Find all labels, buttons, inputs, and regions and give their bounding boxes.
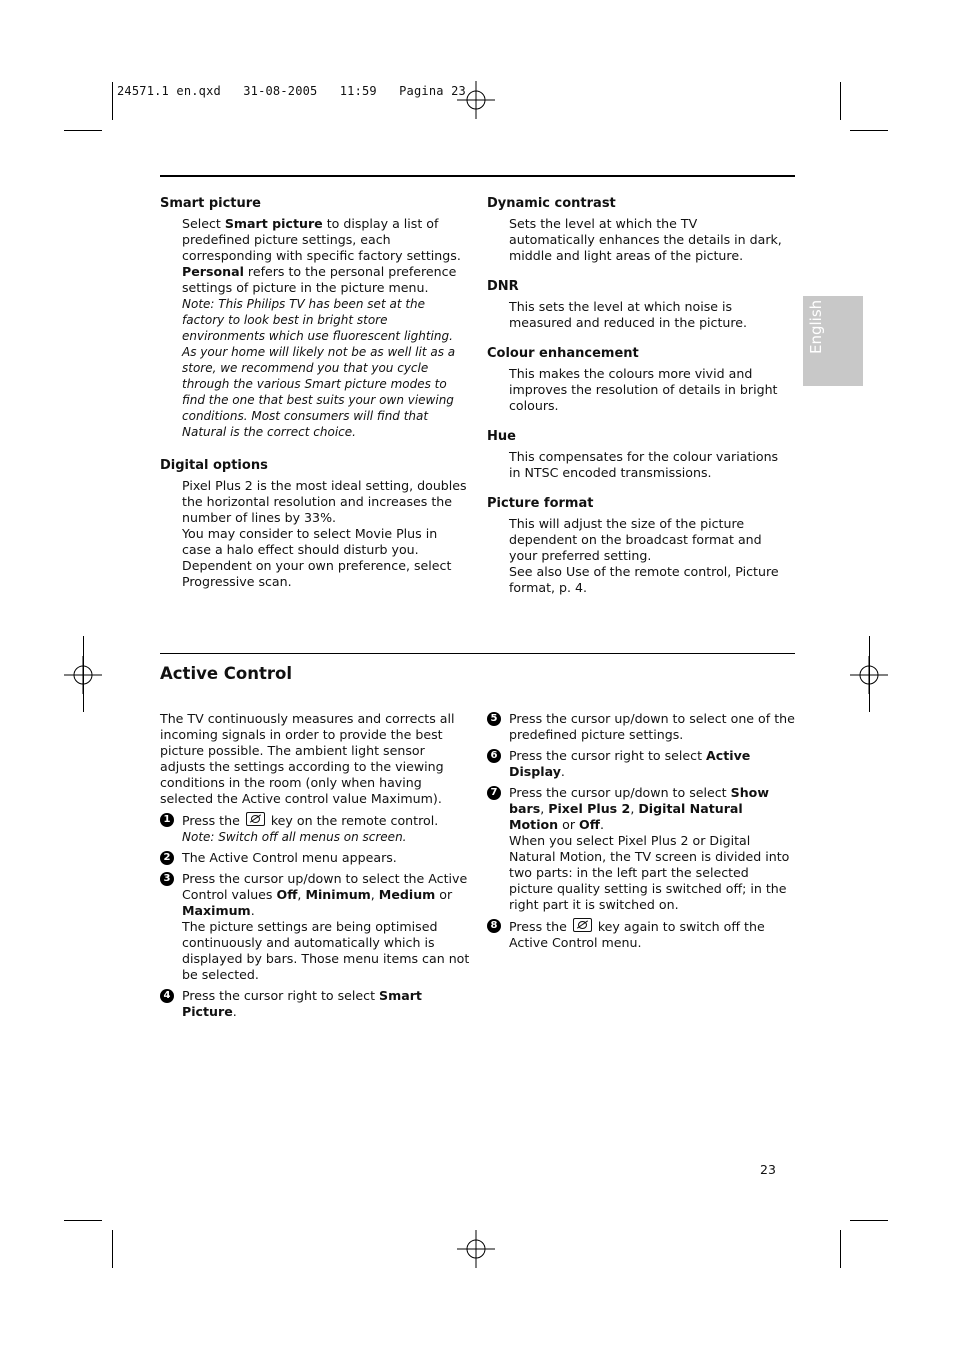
picture-format-body	[509, 516, 787, 596]
step-text: The Active Control menu appears.	[182, 850, 397, 865]
step-text: Press the cursor up/down to select one of the predefined picture settings.	[509, 711, 795, 742]
bold-term: Smart picture	[224, 216, 323, 231]
step-text	[182, 812, 470, 829]
dynamic-contrast-text: Sets the level at which the TV automatically enhances the details in dark, middle and light areas of the picture.	[509, 216, 782, 263]
active-control-right-column	[487, 711, 795, 956]
top-rule	[160, 175, 795, 177]
language-tab	[803, 296, 863, 386]
crop-mark	[64, 1220, 102, 1221]
step-text	[509, 785, 795, 833]
text-run: Select	[182, 216, 225, 231]
active-control-left-column	[160, 711, 470, 1025]
bold-term: Personal	[182, 264, 244, 279]
text-run: .	[250, 903, 255, 918]
bold-term: Digital Natural Motion	[509, 801, 743, 832]
step-extra-text: When you select Pixel Plus 2 or Digital Natural Motion, the TV screen is divided into two parts: in the left part the selected picture quality setting is switched off; in the right part it is switched on.	[509, 833, 790, 912]
dnr-section	[487, 279, 787, 331]
text-run: ,	[540, 801, 549, 816]
step-item	[160, 812, 470, 845]
text-run: .	[560, 764, 565, 779]
step-number-icon: 4	[160, 989, 174, 1003]
step-item	[160, 871, 470, 983]
bold-term: Pixel Plus 2	[548, 801, 631, 816]
bold-term: Minimum	[305, 887, 371, 902]
text-run: Press the	[509, 919, 571, 934]
text-run: Press the	[182, 813, 244, 828]
digital-options-section	[160, 458, 470, 590]
crop-mark	[869, 636, 870, 712]
smart-picture-heading: Smart picture	[160, 196, 261, 211]
dnr-text: This sets the level at which noise is measured and reduced in the picture.	[509, 299, 748, 330]
step-number-icon: 7	[487, 786, 501, 800]
bold-term: Active Display	[509, 748, 751, 779]
active-control-key-icon	[246, 812, 265, 826]
bold-term: Medium	[378, 887, 436, 902]
active-control-intro: The TV continuously measures and corrects all incoming signals in order to provide the best picture possible. The ambient light sensor adjusts the settings according to the viewing conditions in the room (only when having selected the Active control value Maximum).	[160, 711, 455, 806]
digital-options-paragraph: Pixel Plus 2 is the most ideal setting, doubles the horizontal resolution and increases the number of lines by 33%.	[182, 478, 467, 525]
text-run: Press the cursor up/down to select the Active Control values	[182, 871, 468, 902]
text-run: Press the cursor right to select	[182, 988, 380, 1003]
crop-mark	[83, 636, 84, 712]
crop-mark	[840, 1230, 841, 1268]
step-extra-text: The picture settings are being optimised continuously and automatically which is displayed by bars. Those menu items can not be selected.	[182, 919, 470, 982]
step-number-icon: 1	[160, 813, 174, 827]
text-run: to display a list of predefined picture settings, each corresponding with specific factory settings.	[182, 216, 461, 263]
colour-enhancement-text: This makes the colours more vivid and improves the resolution of details in bright colours.	[509, 366, 778, 413]
smart-picture-paragraph	[182, 216, 470, 264]
text-run: or	[435, 887, 453, 902]
bold-term: Show bars	[509, 785, 769, 816]
right-column	[487, 196, 787, 614]
bold-term: Off	[579, 817, 600, 832]
crop-mark	[840, 82, 841, 120]
registration-mark-icon	[457, 81, 495, 119]
digital-options-body	[182, 478, 470, 590]
step-note: Note: Switch off all menus on screen.	[182, 830, 407, 844]
picture-format-paragraph: See also Use of the remote control, Picture format, p. 4.	[509, 564, 779, 595]
section-rule	[160, 653, 795, 654]
crop-mark	[850, 130, 888, 131]
digital-options-heading: Digital options	[160, 458, 268, 473]
colour-enhancement-section	[487, 346, 787, 414]
crop-mark	[112, 1230, 113, 1268]
step-text	[509, 748, 795, 780]
text-run: .	[599, 817, 604, 832]
text-run: key again to switch off the Active Control menu.	[509, 919, 765, 950]
bold-term: Smart Picture	[182, 988, 422, 1019]
left-column	[160, 196, 470, 608]
step-item	[487, 748, 795, 780]
step-item	[487, 711, 795, 743]
crop-mark	[64, 130, 102, 131]
step-number-icon: 3	[160, 872, 174, 886]
page-number: 23	[760, 1162, 776, 1177]
colour-enhancement-heading: Colour enhancement	[487, 346, 639, 361]
crop-mark	[112, 82, 113, 120]
hue-text: This compensates for the colour variations in NTSC encoded transmissions.	[509, 449, 779, 480]
smart-picture-section	[160, 196, 470, 440]
language-tab-label: English	[807, 299, 825, 354]
step-item	[487, 785, 795, 913]
step-item	[487, 918, 795, 951]
hue-section	[487, 429, 787, 481]
step-text	[182, 988, 470, 1020]
step-text	[509, 918, 795, 951]
text-run: refers to the personal preference settings of picture in the picture menu.	[182, 264, 457, 295]
step-number-icon: 5	[487, 712, 501, 726]
registration-mark-icon	[457, 1230, 495, 1268]
dynamic-contrast-heading: Dynamic contrast	[487, 196, 616, 211]
active-control-key-icon	[573, 918, 592, 932]
text-run: ,	[297, 887, 306, 902]
dnr-heading: DNR	[487, 279, 519, 294]
digital-options-paragraph: You may consider to select Movie Plus in case a halo effect should disturb you. Dependent on your own preference, select Progressive scan.	[182, 526, 452, 589]
bold-term: Maximum	[182, 903, 251, 918]
file-slug: 24571.1 en.qxd 31-08-2005 11:59 Pagina 23	[117, 84, 466, 98]
step-item	[160, 850, 470, 866]
dynamic-contrast-section	[487, 196, 787, 264]
picture-format-paragraph: This will adjust the size of the picture dependent on the broadcast format and your preferred setting.	[509, 516, 762, 563]
picture-format-heading: Picture format	[487, 496, 594, 511]
text-run: ,	[630, 801, 639, 816]
smart-picture-body	[182, 216, 470, 440]
step-number-icon: 6	[487, 749, 501, 763]
personal-paragraph	[182, 264, 470, 296]
text-run: Press the cursor right to select	[509, 748, 707, 763]
text-run: Press the cursor up/down to select	[509, 785, 731, 800]
text-run: .	[232, 1004, 237, 1019]
smart-picture-note: Note: This Philips TV has been set at the factory to look best in bright store environments which use fluorescent lighting. As your home will likely not be as well lit as a store, we recommend you that you cycle through the various Smart picture modes to find the one that best suits your own viewing conditions. Most consumers will find that Natural is the correct choice.	[182, 297, 456, 439]
step-item	[160, 988, 470, 1020]
crop-mark	[850, 1220, 888, 1221]
picture-format-section	[487, 496, 787, 596]
step-number-icon: 8	[487, 919, 501, 933]
active-control-title: Active Control	[160, 664, 292, 683]
step-number-icon: 2	[160, 851, 174, 865]
hue-heading: Hue	[487, 429, 516, 444]
step-text	[182, 871, 470, 919]
bold-term: Off	[276, 887, 298, 902]
text-run: key on the remote control.	[266, 813, 439, 828]
text-run: or	[558, 817, 580, 832]
text-run: ,	[370, 887, 379, 902]
